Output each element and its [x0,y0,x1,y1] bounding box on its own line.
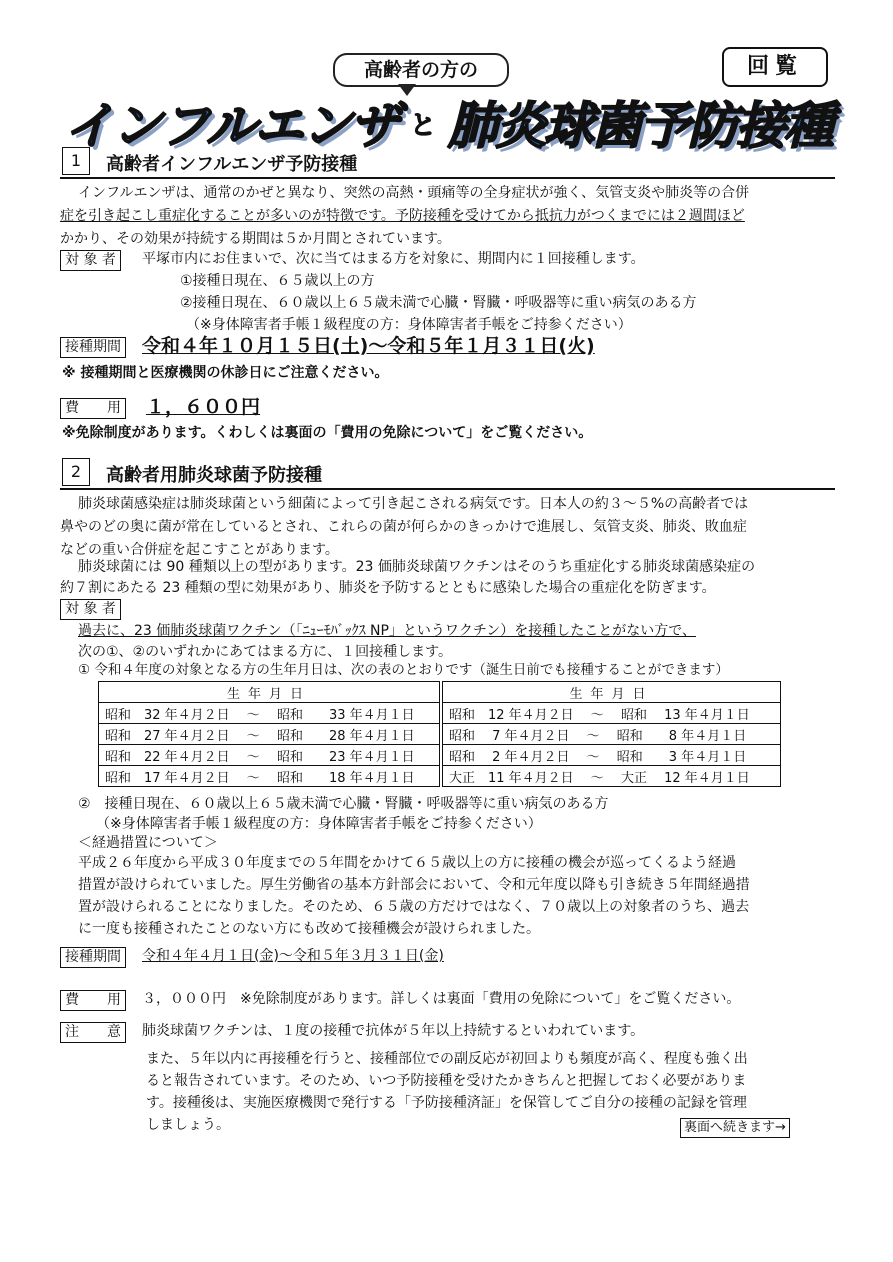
section2-intro-line3: などの重い合併症を起こすことがあります。 [60,542,339,558]
section2-period-label: 接種期間 [60,947,126,968]
table-cell: 昭和 32 年４月２日 ～ 昭和 33 年４月１日 [99,703,440,724]
table-cell: 大正 11 年４月２日 ～ 大正 12 年４月１日 [443,766,781,787]
section1-intro-line2-text: 症を引き起こし重症化することが多いのが特徴です。予防接種を受けてから抵抗力がつくまでには２週間ほど [60,208,745,224]
table-cell: 昭和 12 年４月２日 ～ 昭和 13 年４月１日 [443,703,781,724]
bubble-tail [398,84,416,96]
table-cell: 昭和 22 年４月２日 ～ 昭和 23 年４月１日 [99,745,440,766]
section1-target-line3: ②接種日現在、６０歳以上６５歳未満で心臓・腎臓・呼吸器等に重い病気のある方 [180,295,697,311]
section2-item1: ① 令和４年度の対象となる方の生年月日は、次の表のとおりです（誕生日前でも接種することができます） [78,662,729,678]
title-pneumococcal: 肺炎球菌予防接種 [448,97,832,155]
section2-intro-line4: 肺炎球菌には 90 種類以上の型があります。23 価肺炎球菌ワクチンはそのうち重症化する肺炎球菌感染症の [78,559,756,575]
section1-target-line2: ①接種日現在、６５歳以上の方 [180,273,375,289]
transition-line2: 措置が設けられていました。厚生労働省の基本方針部会において、令和元年度以降も引き続き５年間経過措 [78,877,750,893]
caution-more-line2: ると報告されています。そのため、いつ予防接種を受けたかきちんと把握しておく必要がありま [146,1073,747,1089]
section1-period-note: ※ 接種期間と医療機関の休診日にご注意ください。 [62,365,389,381]
section2-title: 高齢者用肺炎球菌予防接種 [106,465,322,486]
section2-divider [60,488,835,490]
section1-cost-value: １，６００円 [146,396,261,418]
section2-intro-line2: 鼻やのどの奥に菌が常在しているとされ、これらの菌が何らかのきっかけで進展し、気管支炎、肺炎、敗血症 [60,519,747,535]
continue-notice: 裏面へ続きます→ [680,1118,790,1138]
title-bubble: 高齢者の方の [333,53,509,87]
section2-caution-label: 注 意 [60,1022,126,1043]
caution-more-line1: また、５年以内に再接種を行うと、接種部位での副反応が初回よりも頻度が高く、程度も強く出 [146,1051,748,1067]
transition-line3: 置が設けられることになりました。そのため、６５歳の方だけではなく、７０歳以上の対象者のうち、過去 [78,899,750,915]
section2-target-line2: 次の①、②のいずれかにあてはまる方に、１回接種します。 [78,644,452,660]
section1-target-line1: 平塚市内にお住まいで、次に当てはまる方を対象に、期間内に１回接種します。 [142,251,645,267]
birthdate-table [98,681,781,787]
title-influenza: インフルエンザ [64,97,398,155]
table-header-right: 生年月日 [443,682,781,703]
table-row [99,745,781,766]
table-cell: 昭和 27 年４月２日 ～ 昭和 28 年４月１日 [99,724,440,745]
section2-intro-line1: 肺炎球菌感染症は肺炎球菌という細菌によって引き起こされる病気です。日本人の約３～５%の高齢者では [78,496,749,512]
section2-period-value: 令和４年４月１日(金)～令和５年３月３１日(金) [142,948,444,964]
table-row [99,724,781,745]
section1-number: 1 [62,147,90,175]
section1-intro-line2 [60,205,745,228]
section2-intro-line5: 約７割にあたる 23 種類の型に効果があり、肺炎を予防するとともに感染した場合の重症化を防ぎます。 [60,580,716,596]
section2-target-label: 対 象 者 [60,599,121,620]
section1-title: 高齢者インフルエンザ予防接種 [106,154,358,175]
section1-target-label: 対 象 者 [60,250,121,271]
section1-intro-line1: インフルエンザは、通常のかぜと異なり、突然の高熱・頭痛等の全身症状が強く、気管支炎や肺炎等の合併 [78,185,750,201]
table-cell: 昭和 7 年４月２日 ～ 昭和 8 年４月１日 [443,724,781,745]
section1-period-label: 接種期間 [60,337,126,358]
section1-cost-note: ※免除制度があります。くわしくは裏面の「費用の免除について」をご覧ください。 [62,425,593,441]
kairan-badge: 回覧 [722,47,828,87]
section1-intro-line3: かかり、その効果が持続する期間は５か月間とされています。 [60,231,451,247]
section2-target-line1: 過去に、23 価肺炎球菌ワクチン（「ﾆｭｰﾓﾊﾞｯｸｽ NP」というワクチン）を接種したことがない方で、 [78,623,696,639]
section2-cost-value: ３，０００円 ※免除制度があります。詳しくは裏面「費用の免除について」をご覧ください。 [142,991,741,1007]
table-row [99,766,781,787]
section1-target-line4: （※身体障害者手帳１級程度の方：身体障害者手帳をご持参ください） [186,317,632,333]
section2-caution-line: 肺炎球菌ワクチンは、１度の接種で抗体が５年以上持続するといわれています。 [142,1023,645,1039]
caution-more-line3: す。接種後は、実施医療機関で発行する「予防接種済証」を保管してご自分の接種の記録を管理 [146,1095,747,1111]
table-cell: 昭和 2 年４月２日 ～ 昭和 3 年４月１日 [443,745,781,766]
transition-line1: 平成２６年度から平成３０年度までの５年間をかけて６５歳以上の方に接種の機会が巡ってくるよう経過 [78,855,736,871]
section2-cost-label: 費 用 [60,990,126,1011]
transition-line4: に一度も接種されたことのない方にも改めて接種機会が設けられました。 [78,921,540,937]
table-header-left: 生年月日 [99,682,440,703]
section1-cost-label: 費 用 [60,398,126,419]
table-header-row [99,682,781,703]
table-cell: 昭和 17 年４月２日 ～ 昭和 18 年４月１日 [99,766,440,787]
section1-divider [60,177,835,179]
section2-number: 2 [62,458,90,486]
transition-heading: ＜経過措置について＞ [78,835,218,851]
section2-item2-note: （※身体障害者手帳１級程度の方：身体障害者手帳をご持参ください） [96,816,542,832]
table-row [99,703,781,724]
title-connector: と [410,111,437,141]
caution-more-line4: しましょう。 [146,1117,230,1133]
section1-period-value: 令和４年１０月１５日(土)～令和５年１月３１日(火) [142,335,595,357]
section2-item2: ② 接種日現在、６０歳以上６５歳未満で心臓・腎臓・呼吸器等に重い病気のある方 [78,796,609,812]
